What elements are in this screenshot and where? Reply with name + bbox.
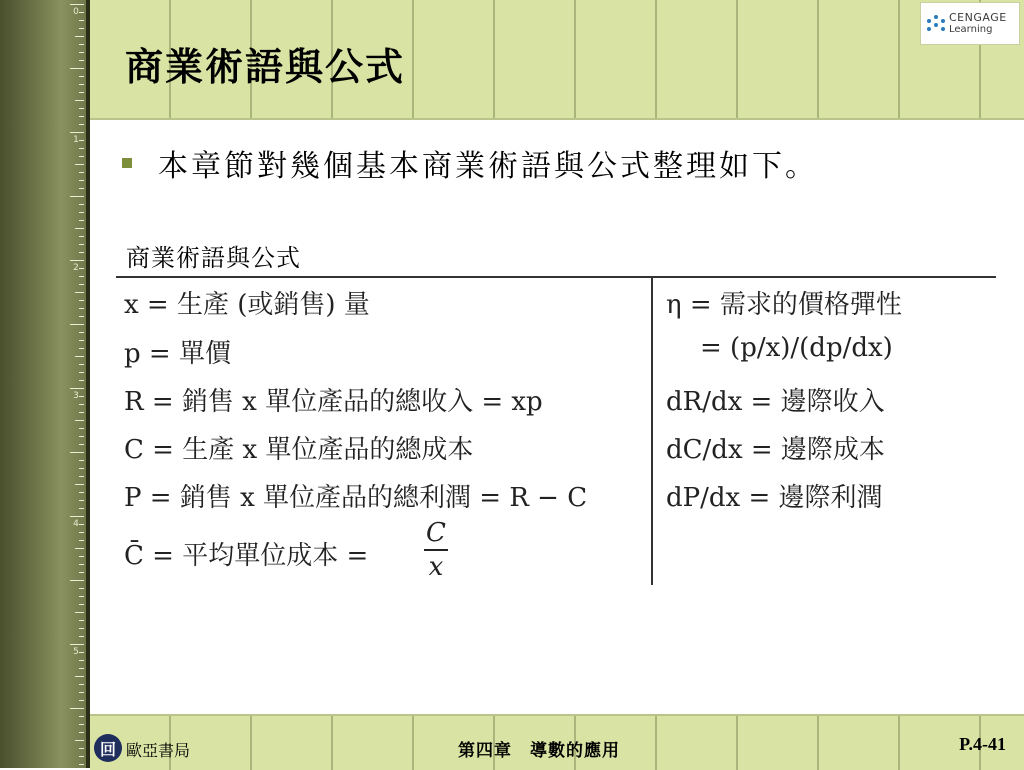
ruler-tick [79,52,84,53]
ruler-tick [79,372,84,373]
formula-right-5: dP/dx = 邊際利潤 [666,483,883,513]
formula-right-3: dR/dx = 邊際收入 [666,387,885,417]
ruler-tick [79,604,84,605]
ruler-tick [79,124,84,125]
ruler-number: 0 [73,7,79,17]
ruler-tick [79,84,84,85]
cengage-logo [920,2,1020,45]
ruler-tick [79,596,84,597]
ruler-tick [75,548,84,549]
ruler-tick [70,516,84,517]
ruler-tick [79,700,84,701]
ruler-tick [70,388,84,389]
formula-left-4: C = 生產 x 單位產品的總成本 [124,435,474,465]
ruler-tick [79,636,84,637]
ruler-tick [70,580,84,581]
ruler-tick [75,164,84,165]
ruler-tick [79,340,84,341]
ruler-number: 4 [73,519,79,529]
formula-right-1: η = 需求的價格彈性 [666,290,902,320]
ruler-tick [75,356,84,357]
ruler-tick [79,180,84,181]
table-column-divider [651,277,653,585]
ruler-tick [79,436,84,437]
ruler-tick [79,476,84,477]
ruler-tick [79,668,84,669]
ruler-tick [79,236,84,237]
ruler-tick [79,492,84,493]
ruler-tick [79,660,84,661]
formula-left-1: x = 生產 (或銷售) 量 [124,290,370,320]
fraction-denominator: x [428,552,444,582]
table-caption: 商業術語與公式 [126,244,301,272]
cengage-dots-icon [927,15,945,33]
fraction-bar [424,549,448,551]
bullet-text: 本章節對幾個基本商業術語與公式整理如下。 [158,149,818,184]
ruler-tick [70,644,84,645]
ruler-tick [79,60,84,61]
formula-right-2: = (p/x)/(dp/dx) [700,333,893,363]
ruler-tick [70,4,84,5]
ruler-tick [79,308,84,309]
ruler-tick [79,276,84,277]
ruler-number: 5 [73,647,79,657]
chapter-title: 第四章 導數的應用 [458,741,620,761]
ruler-tick [79,756,84,757]
slide-title: 商業術語與公式 [125,44,406,89]
formula-left-6: C̄ = 平均單位成本 = [124,541,369,571]
ruler-tick [79,172,84,173]
fraction-numerator: C [426,518,446,548]
ruler-tick [75,100,84,101]
ruler-number: 2 [73,263,79,273]
ruler-tick [79,300,84,301]
ruler-tick [75,420,84,421]
ruler-tick [79,684,84,685]
ruler-tick [79,732,84,733]
average-cost-fraction [424,518,448,582]
logo-line2: Learning [949,23,993,35]
ruler-tick [79,500,84,501]
ruler-tick [79,212,84,213]
ruler-tick [70,452,84,453]
formula-right-4: dC/dx = 邊際成本 [666,435,885,465]
publisher-logo-icon: 回 [94,734,122,762]
ruler-tick [75,36,84,37]
ruler-tick [79,556,84,557]
ruler-tick [70,196,84,197]
ruler-tick [79,620,84,621]
ruler-tick [70,324,84,325]
ruler-tick [79,692,84,693]
ruler-tick [75,676,84,677]
page-number: P.4-41 [959,734,1006,754]
ruler-tick [79,220,84,221]
ruler-tick [79,204,84,205]
ruler-tick [79,628,84,629]
ruler-tick [79,92,84,93]
ruler-tick [70,260,84,261]
ruler-tick [75,292,84,293]
ruler-tick [75,740,84,741]
bullet-point [122,141,818,185]
ruler-tick [79,332,84,333]
ruler-tick [79,540,84,541]
ruler-number: 3 [73,391,79,401]
table-top-rule [116,276,996,278]
ruler-tick [79,28,84,29]
ruler-tick [75,484,84,485]
ruler-tick [79,252,84,253]
ruler-tick [79,108,84,109]
ruler-tick [79,348,84,349]
ruler-tick [70,708,84,709]
formula-left-3: R = 銷售 x 單位產品的總收入 = xp [124,387,543,417]
ruler-tick [79,444,84,445]
ruler-tick [79,156,84,157]
logo-line1: CENGAGE [949,10,1007,24]
ruler-tick [79,716,84,717]
ruler-tick [79,380,84,381]
ruler-tick [79,244,84,245]
ruler-tick [79,44,84,45]
ruler-tick [70,132,84,133]
ruler-tick [79,116,84,117]
ruler-tick [79,564,84,565]
publisher-name: 歐亞書局 [126,741,191,760]
ruler-tick [79,588,84,589]
square-bullet-icon [122,158,132,168]
ruler-tick [70,68,84,69]
ruler-tick [75,228,84,229]
ruler-tick [79,188,84,189]
ruler-tick [79,316,84,317]
ruler-tick [79,572,84,573]
ruler-tick [79,284,84,285]
ruler-tick [79,764,84,765]
ruler-tick [75,612,84,613]
ruler-tick [79,364,84,365]
side-ruler-decoration [0,0,88,768]
formula-left-5: P = 銷售 x 單位產品的總利潤 = R − C [124,483,588,513]
formula-left-2: p = 單價 [124,339,231,369]
ruler-tick [79,428,84,429]
ruler-tick [79,748,84,749]
ruler-tick [79,412,84,413]
ruler-tick [79,532,84,533]
ruler-tick [79,148,84,149]
ruler-tick [79,508,84,509]
ruler-tick [79,76,84,77]
ruler-number: 1 [73,135,79,145]
ruler-tick [79,460,84,461]
ruler-tick [79,724,84,725]
ruler-tick [79,404,84,405]
ruler-tick [79,468,84,469]
ruler-tick [79,20,84,21]
